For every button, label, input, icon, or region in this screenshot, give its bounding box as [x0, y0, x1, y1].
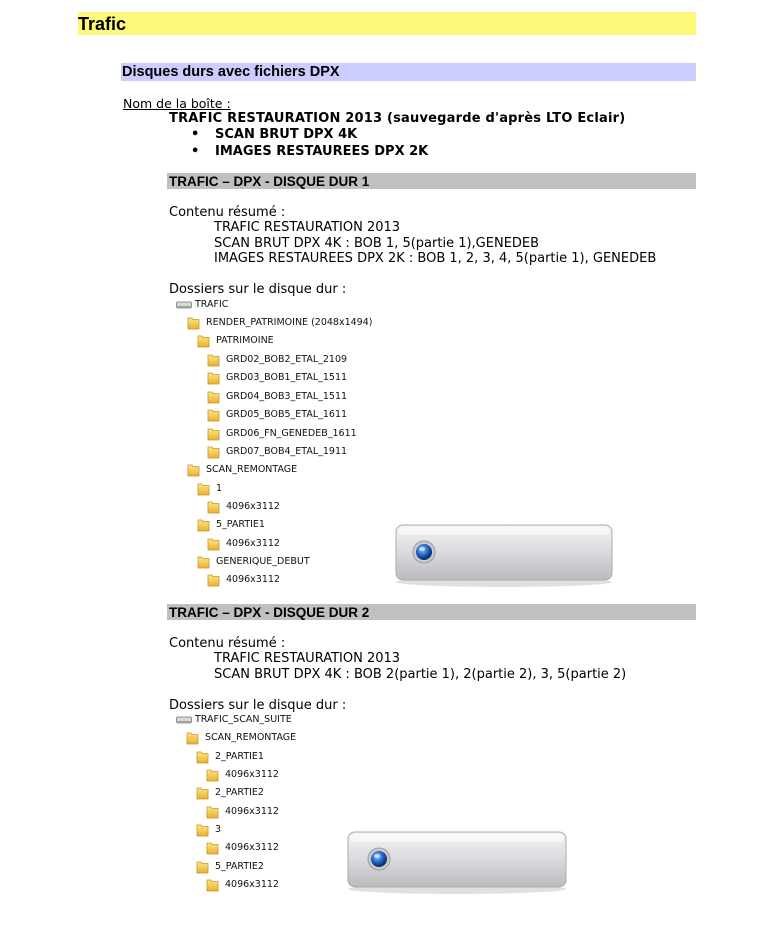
tree-item-label: GRD04_BOB3_ETAL_1511 [226, 391, 348, 402]
tree-item-label: 4096x3112 [225, 806, 279, 817]
list-item-text: SCAN BRUT DPX 4K [215, 127, 358, 142]
disk1-summary-line: SCAN BRUT DPX 4K : BOB 1, 5(partie 1),GENEDEB [214, 236, 540, 251]
tree-item-label: RENDER_PATRIMOINE (2048x1494) [206, 317, 373, 328]
tree-item-label: GRD07_BOB4_ETAL_1911 [226, 446, 348, 457]
folder-icon [187, 316, 200, 330]
tree-item-label: GRD02_BOB2_ETAL_2109 [226, 354, 348, 365]
tree-item-label: 4096x3112 [225, 842, 279, 853]
box-name: TRAFIC RESTAURATION 2013 (sauvegarde d'après LTO Eclair) [169, 111, 626, 126]
disk2-summary-label: Contenu résumé : [169, 636, 286, 651]
section-bar [121, 63, 696, 81]
folder-icon [207, 427, 220, 441]
tree-item-label: 4096x3112 [225, 879, 279, 890]
folder-icon [206, 878, 219, 892]
tree-item-label: 2_PARTIE1 [215, 751, 264, 762]
page-title: Trafic [78, 14, 127, 34]
tree-item-label: 4096x3112 [226, 501, 280, 512]
disk2-summary-line: SCAN BRUT DPX 4K : BOB 2(partie 1), 2(partie 2), 3, 5(partie 2) [214, 667, 627, 682]
folder-icon [197, 482, 210, 496]
disk1-summary-label: Contenu résumé : [169, 205, 286, 220]
folder-icon [207, 371, 220, 385]
folder-icon [196, 823, 209, 837]
folder-icon [207, 537, 220, 551]
external-hard-drive-image [344, 829, 570, 895]
folder-icon [186, 731, 199, 745]
folder-icon [207, 445, 220, 459]
tree-item-label: 3 [215, 824, 222, 835]
disk2-folders-label: Dossiers sur le disque dur : [169, 698, 347, 713]
hard-drive-icon [176, 300, 192, 310]
tree-item-label: 4096x3112 [226, 574, 280, 585]
tree-item-label: 5_PARTIE2 [215, 861, 264, 872]
bullet-icon: • [191, 144, 200, 159]
folder-icon [206, 805, 219, 819]
box-label: Nom de la boîte : [123, 96, 231, 111]
disk1-summary-line: IMAGES RESTAUREES DPX 2K : BOB 1, 2, 3, 4, 5(partie 1), GENEDEB [214, 251, 657, 266]
tree-item-label: 2_PARTIE2 [215, 787, 264, 798]
disk2-title: TRAFIC – DPX - DISQUE DUR 2 [169, 605, 370, 620]
list-item [191, 144, 491, 160]
list-item-text: IMAGES RESTAUREES DPX 2K [215, 144, 429, 159]
tree-item-label: PATRIMOINE [216, 335, 274, 346]
title-bar [78, 12, 696, 35]
tree-item-label: 5_PARTIE1 [216, 519, 265, 530]
tree-item-label: GRD05_BOB5_ETAL_1611 [226, 409, 348, 420]
tree-item-label: 4096x3112 [225, 769, 279, 780]
folder-icon [207, 408, 220, 422]
disk2-summary-line: TRAFIC RESTAURATION 2013 [214, 651, 401, 666]
disk2-bar [167, 604, 696, 620]
bullet-icon: • [191, 127, 200, 142]
folder-icon [206, 768, 219, 782]
folder-icon [196, 786, 209, 800]
tree-item-label: SCAN_REMONTAGE [205, 732, 297, 743]
folder-icon [187, 463, 200, 477]
folder-icon [196, 860, 209, 874]
folder-icon [197, 334, 210, 348]
disk1-folders-label: Dossiers sur le disque dur : [169, 282, 347, 297]
tree-item-label: GRD03_BOB1_ETAL_1511 [226, 372, 348, 383]
tree-item-label: TRAFIC [195, 299, 229, 310]
folder-icon [207, 573, 220, 587]
list-item [191, 127, 491, 143]
tree-item-label: SCAN_REMONTAGE [206, 464, 298, 475]
folder-icon [196, 750, 209, 764]
folder-icon [206, 841, 219, 855]
disk1-summary-line: TRAFIC RESTAURATION 2013 [214, 220, 401, 235]
section-title: Disques durs avec fichiers DPX [122, 64, 340, 80]
folder-icon [197, 555, 210, 569]
folder-icon [207, 500, 220, 514]
hard-drive-icon [176, 715, 192, 725]
tree-item-label: GRD06_FN_GENEDEB_1611 [226, 428, 357, 439]
disk1-title: TRAFIC – DPX - DISQUE DUR 1 [169, 174, 370, 189]
folder-icon [207, 390, 220, 404]
folder-icon [207, 353, 220, 367]
tree-item-label: TRAFIC_SCAN_SUITE [195, 714, 292, 725]
external-hard-drive-image [392, 522, 616, 588]
tree-item-label: 4096x3112 [226, 538, 280, 549]
tree-item-label: GENERIQUE_DEBUT [216, 556, 310, 567]
tree-item-label: 1 [216, 483, 223, 494]
folder-icon [197, 518, 210, 532]
disk1-bar [167, 173, 696, 189]
